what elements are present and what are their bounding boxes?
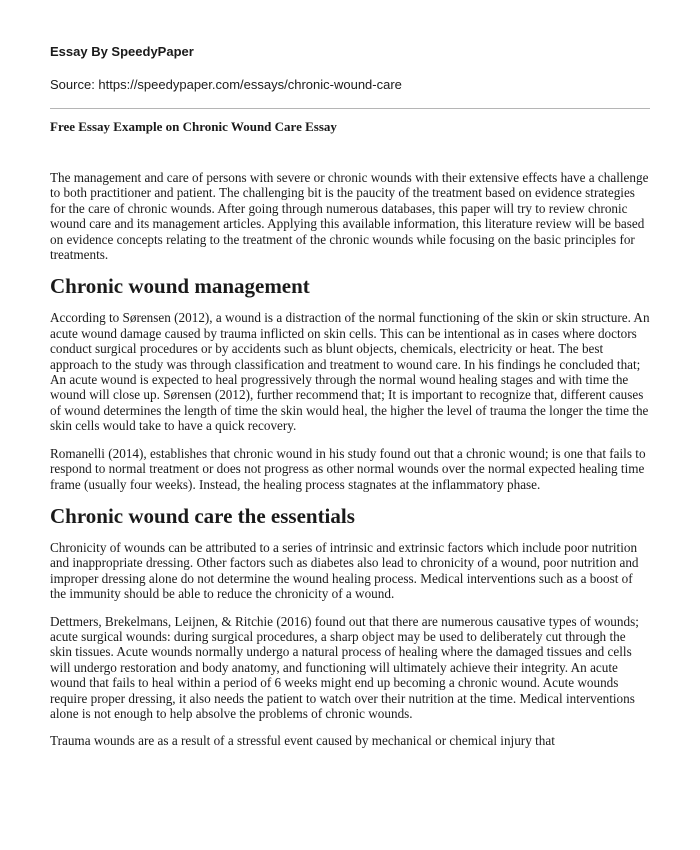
essay-title: Free Essay Example on Chronic Wound Care Essay	[50, 119, 337, 134]
paragraph: Romanelli (2014), establishes that chronic wound in his study found out that a chronic wound; is one that fails to respond to normal treatment or does not progress as other normal wounds over the normal expected healing time frame (usually four weeks). Instead, the healing process stagnates at the inflammatory phase.	[50, 445, 646, 492]
paragraph: Dettmers, Brekelmans, Leijnen, & Ritchie (2016) found out that there are numerous causative types of wounds; acute surgical wounds: during surgical procedures, a sharp object may be used to deliberately cut through the skin tissues. Acute wounds normally undergo a natural process of healing where the damaged tissues and cells will undergo restoration and body anatomy, and functioning will ultimately achieve their integrity. An acute wound that fails to heal within a period of 6 weeks might end up becoming a chronic wound. Acute wounds require proper dressing, it also needs the patient to watch over their nutrition at the time. Medical interventions alone is not enough to help absolve the problems of chronic wounds.	[50, 613, 639, 721]
paragraph: Trauma wounds are as a result of a stressful event caused by mechanical or chemical injury that	[50, 733, 555, 749]
paragraph: Chronicity of wounds can be attributed to a series of intrinsic and extrinsic factors which include poor nutrition and inappropriate dressing. Other factors such as diabetes also lead to chronicity of a wound, poor nutrition and improper dressing alone do not determine the wound healing process. Medical interventions such as a boost of the immunity should be able to reduce the chronicity of a wound.	[50, 539, 639, 602]
paragraph: According to Sørensen (2012), a wound is a distraction of the normal functioning of the skin or skin structure. An acute wound damage caused by trauma inflicted on skin cells. This can be intentional as in cases where doctors conduct surgical procedures or by accidents such as blunt objects, chemicals, electricity or heat. The best approach to the study was through classification and treatment to wound care. In his findings he concluded that; An acute wound is expected to heal progressively through the normal wound healing stages and with time the wound will close up. Sørensen (2012), further recommend that; It is important to recognize that, different causes of wound determines the length of time the skin would heal, the higher the level of trauma the longer the time the skin cells would take to have a quick recovery.	[50, 310, 650, 434]
brand-label: Essay By SpeedyPaper	[50, 44, 194, 59]
intro-paragraph: The management and care of persons with severe or chronic wounds with their extensive effects have a challenge to both practitioner and patient. The challenging bit is the paucity of the treatment based on evidence strategies for the care of chronic wounds. After going through numerous databases, this paper will try to review chronic wound care and its management articles. Applying this available information, this literature review will be based on evidence concepts relating to the treatment of the chronic wounds while focusing on the basic principles for treatments.	[50, 170, 649, 263]
source-line: Source: https://speedypaper.com/essays/chronic-wound-care	[50, 77, 402, 92]
section-heading-essentials: Chronic wound care the essentials	[50, 503, 355, 528]
header-divider	[50, 108, 650, 109]
section-heading-management: Chronic wound management	[50, 274, 310, 299]
